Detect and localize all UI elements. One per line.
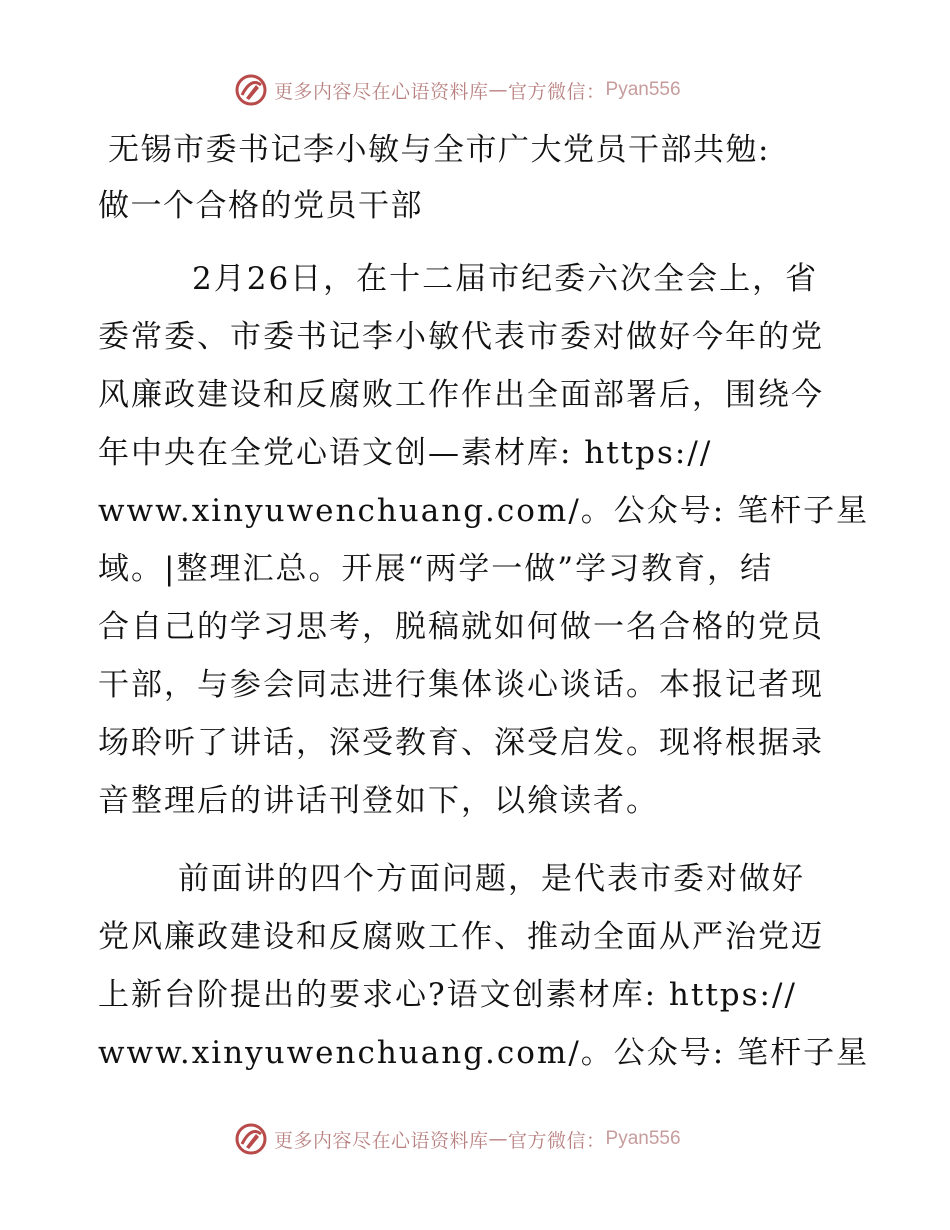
banner-dash: — [488, 1128, 509, 1150]
paragraph-line: 委常委、市委书记李小敏代表市委对做好今年的党 [98, 319, 824, 355]
footer-banner [234, 1121, 681, 1157]
brand-logo-icon [234, 1122, 268, 1156]
paragraph-line: www.xinyuwenchuang.com/。公众号: 笔杆子星 [98, 493, 870, 529]
brand-logo-icon [234, 73, 268, 107]
banner-wechat-id: Pyan556 [605, 79, 681, 100]
paragraph-2 [98, 850, 870, 1082]
paragraph-line: 上新台阶提出的要求心?语文创素材库: https:// [98, 977, 797, 1013]
document-title-line-2: 做一个合格的党员干部 [98, 188, 423, 224]
banner-wechat-label: 官方微信： [508, 1129, 606, 1152]
paragraph-line: 音整理后的讲话刊登如下，以飨读者。 [98, 783, 659, 819]
banner-slogan: 更多内容尽在心语资料库 [274, 1129, 489, 1152]
paragraph-1 [98, 250, 870, 830]
paragraph-line: 风廉政建设和反腐败工作作出全面部署后，围绕今 [98, 377, 824, 413]
paragraph-line: 场聆听了讲话，深受教育、深受启发。现将根据录 [98, 725, 824, 761]
banner-slogan: 更多内容尽在心语资料库 [274, 80, 489, 103]
header-banner [234, 72, 681, 108]
paragraph-line: www.xinyuwenchuang.com/。公众号: 笔杆子星 [98, 1035, 870, 1071]
paragraph-line: 域。|整理汇总。开展“两学一做”学习教育，结 [98, 551, 774, 587]
paragraph-line: 干部，与参会同志进行集体谈心谈话。本报记者现 [98, 667, 824, 703]
paragraph-line: 党风廉政建设和反腐败工作、推动全面从严治党迈 [98, 919, 824, 955]
paragraph-line: 年中央在全党心语文创—素材库: https:// [98, 435, 713, 471]
paragraph-line: 前面讲的四个方面问题，是代表市委对做好 [178, 861, 805, 897]
banner-wechat-label: 官方微信： [508, 80, 606, 103]
document-title-line-1: 无锡市委书记李小敏与全市广大党员干部共勉: [108, 132, 770, 168]
banner-dash: — [488, 79, 509, 101]
paragraph-line: 2月26日，在十二届市纪委六次全会上，省 [192, 261, 819, 297]
banner-wechat-id: Pyan556 [605, 1128, 681, 1149]
paragraph-line: 合自己的学习思考，脱稿就如何做一名合格的党员 [98, 609, 824, 645]
